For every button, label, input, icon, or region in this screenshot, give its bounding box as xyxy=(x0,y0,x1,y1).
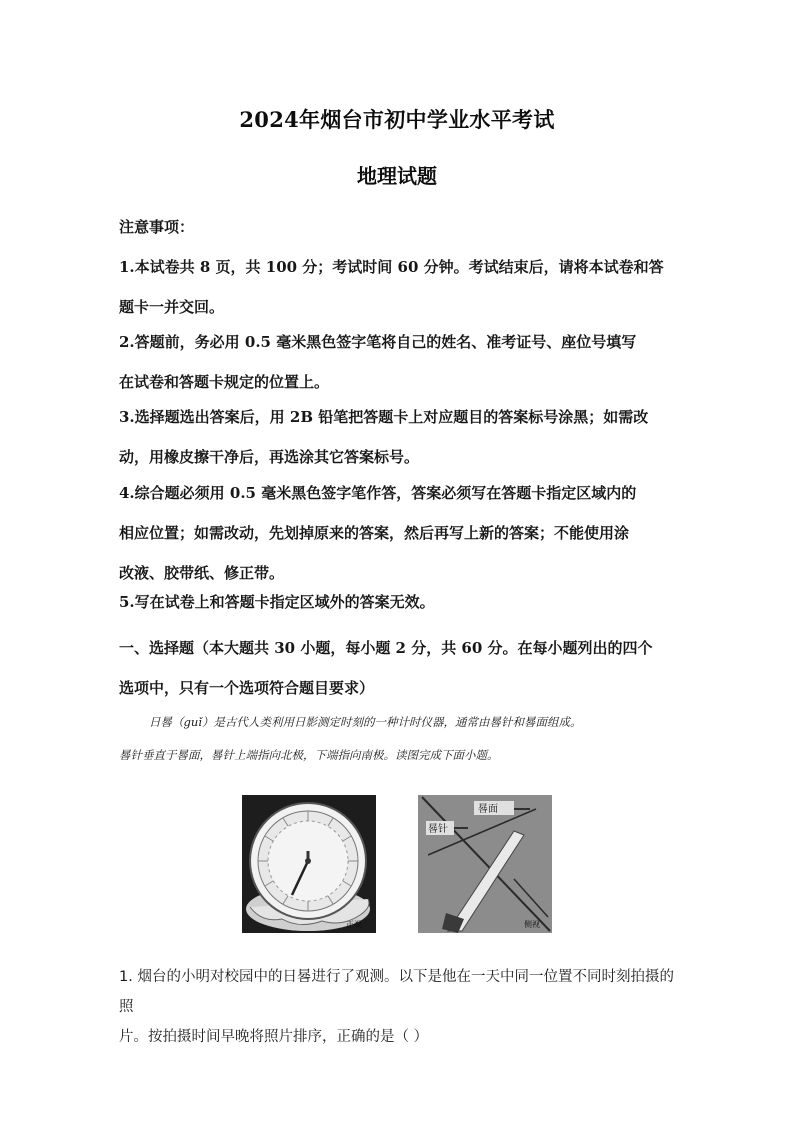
notice-item-2: 2.答题前，务必用 0.5 毫米黑色签字笔将自己的姓名、准考证号、座位号填写 在试卷和答题卡规定的位置上。 xyxy=(119,333,637,391)
question-1: 1. 烟台的小明对校园中的日晷进行了观测。以下是他在一天中同一位置不同时刻拍摄的照 片。按拍摄时间早晚将照片排序，正确的是（ ） xyxy=(119,969,674,1045)
front-view-caption: 正视 xyxy=(346,920,362,929)
notice-heading: 注意事项： xyxy=(119,218,195,236)
notice-item-5: 5.写在试卷上和答题卡指定区域外的答案无效。 xyxy=(119,593,435,611)
subject-title: 地理试题 xyxy=(357,164,437,188)
notice-item-1: 1.本试卷共 8 页，共 100 分；考试时间 60 分钟。考试结束后，请将本试卷和答 题卡一并交回。 xyxy=(119,258,664,316)
gnomon-face-label: 晷面 xyxy=(478,804,498,815)
exam-title: 2024年烟台市初中学业水平考试 xyxy=(239,107,555,132)
section-heading: 一、选择题（本大题共 30 小题，每小题 2 分，共 60 分。在每小题列出的四个 选项中，只有一个选项符合题目要求） xyxy=(119,639,653,697)
gnomon-needle-label: 晷针 xyxy=(428,824,448,835)
sundial-side-image xyxy=(418,795,552,933)
sundial-side-photo xyxy=(418,795,552,933)
notice-item-4: 4.综合题必须用 0.5 毫米黑色签字笔作答，答案必须写在答题卡指定区域内的 相应位置；如需改动，先划掉原来的答案，然后再写上新的答案；不能使用涂 改液、胶带纸、修正带。 xyxy=(119,484,637,582)
sundial-intro: 日晷（guǐ）是古代人类利用日影测定时刻的一种计时仪器，通常由晷针和晷面组成。 晷针垂直于晷面，晷针上端指向北极，下端指向南极。读图完成下面小题。 xyxy=(119,715,582,762)
notice-item-3: 3.选择题选出答案后，用 2B 铅笔把答题卡上对应题目的答案标号涂黑；如需改 动，用橡皮擦干净后，再选涂其它答案标号。 xyxy=(119,408,649,466)
side-view-caption: 侧视 xyxy=(524,920,540,929)
sundial-front-photo xyxy=(242,795,376,933)
sundial-front-image xyxy=(242,795,376,933)
